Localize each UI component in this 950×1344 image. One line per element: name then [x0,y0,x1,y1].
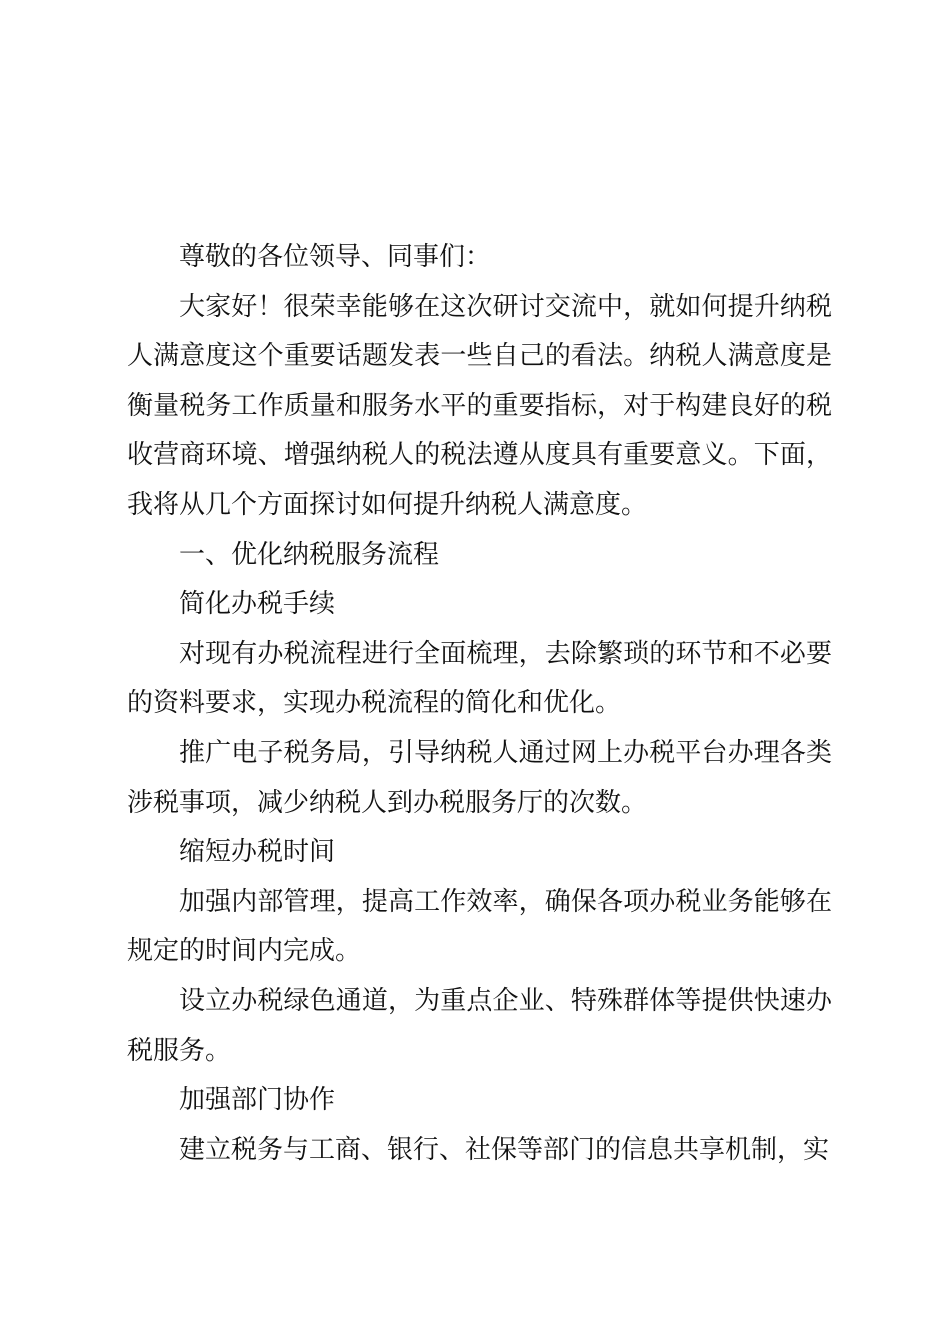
subheading: 缩短办税时间 [179,837,336,868]
body-paragraph: 推广电子税务局，引导纳税人通过网上办税平台办理各类涉税事项，减少纳税人到办税服务厅的次数。 [127,737,832,818]
body-paragraph: 设立办税绿色通道，为重点企业、特殊群体等提供快速办税服务。 [127,985,832,1066]
document-page [127,233,832,1175]
intro-paragraph: 大家好！很荣幸能够在这次研讨交流中，就如何提升纳税人满意度这个重要话题发表一些自己的看法。纳税人满意度是衡量税务工作质量和服务水平的重要指标，对于构建良好的税收营商环境、增强纳税人的税法遵从度具有重要意义。下面，我将从几个方面探讨如何提升纳税人满意度。 [127,291,832,520]
salutation: 尊敬的各位领导、同事们： [179,242,492,272]
subheading: 加强部门协作 [179,1085,336,1116]
subheading: 简化办税手续 [179,589,336,620]
body-paragraph: 建立税务与工商、银行、社保等部门的信息共享机制，实 [179,1134,830,1165]
body-paragraph: 对现有办税流程进行全面梳理，去除繁琐的环节和不必要的资料要求，实现办税流程的简化和优化。 [127,638,832,719]
body-paragraph: 加强内部管理，提高工作效率，确保各项办税业务能够在规定的时间内完成。 [127,886,832,967]
section-heading: 一、优化纳税服务流程 [179,539,440,570]
